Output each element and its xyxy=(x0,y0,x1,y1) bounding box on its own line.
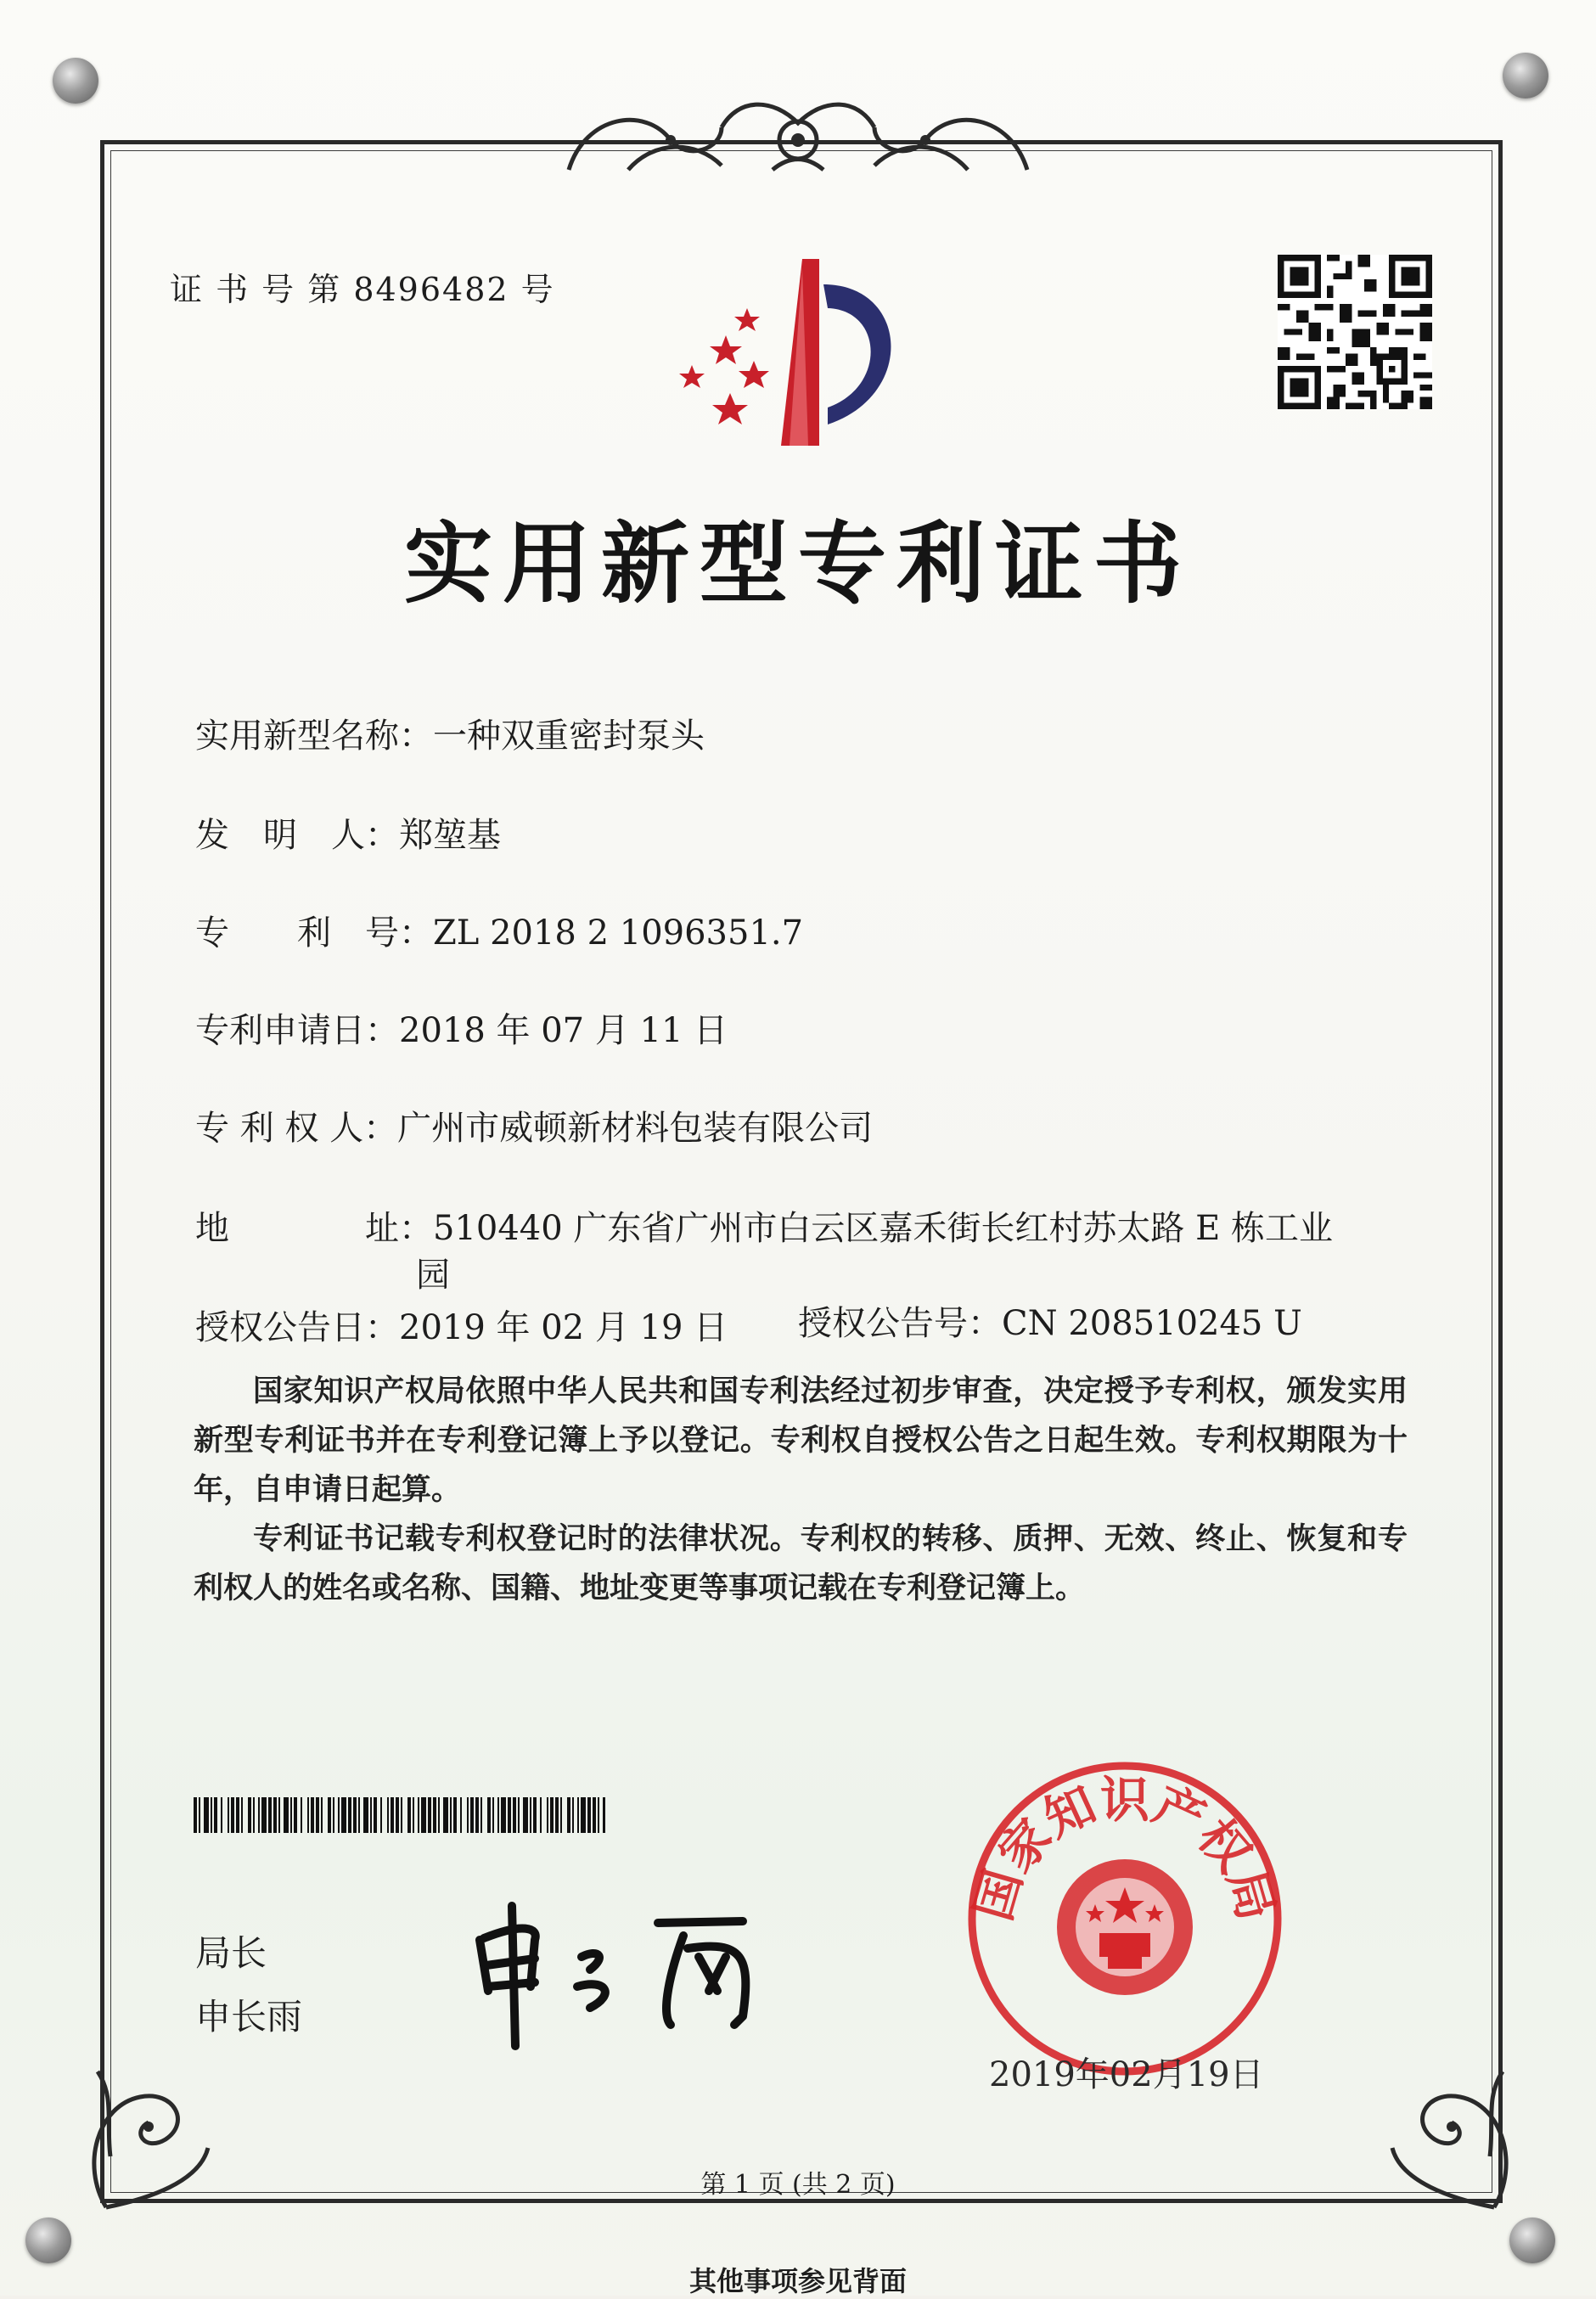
barcode-bar xyxy=(268,1797,272,1833)
field-address-continued: 园 xyxy=(416,1256,450,1295)
barcode-bar xyxy=(593,1797,596,1833)
barcode-bar xyxy=(387,1797,389,1833)
rivet-top-right xyxy=(1503,53,1548,98)
barcode-bar xyxy=(228,1797,229,1833)
barcode-bar xyxy=(530,1797,531,1833)
field-label: 地 址： xyxy=(195,1209,433,1248)
rivet-top-left xyxy=(53,58,98,104)
barcode-bar xyxy=(236,1797,239,1833)
barcode-bar xyxy=(453,1797,457,1833)
field-label: 实用新型名称： xyxy=(195,717,433,756)
seal-date: 2019年02月19日 xyxy=(989,2055,1264,2094)
body-paragraph: 国家知识产权局依照中华人民共和国专利法经过初步审查，决定授予专利权，颁发实用新型专利证书并在专利登记簿上予以登记。专利权自授权公告之日起生效。专利权期限为十年，自申请日起算。 xyxy=(194,1374,1408,1507)
barcode-bar xyxy=(577,1797,579,1833)
barcode-bar xyxy=(547,1797,548,1833)
barcode-bar xyxy=(311,1797,314,1833)
barcode-bar xyxy=(348,1797,351,1833)
barcode-bar xyxy=(550,1797,554,1833)
barcode-bar xyxy=(321,1797,323,1833)
barcode-bar xyxy=(487,1797,491,1833)
barcode xyxy=(194,1797,605,1833)
barcode-bar xyxy=(316,1797,319,1833)
director-title: 局长 xyxy=(195,1932,267,1974)
barcode-bar xyxy=(508,1797,511,1833)
field-label: 授权公告号： xyxy=(798,1304,1002,1343)
barcode-bar xyxy=(450,1797,452,1833)
body-paragraph: 专利证书记载专利权登记时的法律状况。专利权的转移、质押、无效、终止、恢复和专利权人的姓名或名称、国籍、地址变更等事项记载在专利登记簿上。 xyxy=(194,1521,1408,1605)
field-value: CN 208510245 U xyxy=(1002,1304,1302,1343)
barcode-bar xyxy=(253,1797,255,1833)
footer-note: 其他事项参见背面 xyxy=(688,2265,907,2297)
barcode-bar xyxy=(353,1797,357,1833)
page-indicator: 第 1 页 (共 2 页) xyxy=(700,2170,896,2200)
field-label: 发 明 人： xyxy=(195,816,399,855)
rivet-bottom-right xyxy=(1509,2217,1555,2263)
field-label: 专 利 权 人： xyxy=(195,1109,398,1148)
barcode-bar xyxy=(518,1797,520,1833)
barcode-bar xyxy=(470,1797,474,1833)
barcode-bar xyxy=(231,1797,234,1833)
barcode-bar xyxy=(428,1797,431,1833)
barcode-bar xyxy=(358,1797,360,1833)
barcode-bar xyxy=(211,1797,212,1833)
document-title: 实用新型专利证书 xyxy=(403,511,1192,616)
official-seal xyxy=(959,1753,1290,2084)
barcode-bar xyxy=(370,1797,372,1833)
barcode-bar xyxy=(204,1797,209,1833)
barcode-bar xyxy=(513,1797,516,1833)
barcode-bar xyxy=(221,1797,222,1833)
barcode-bar xyxy=(284,1797,289,1833)
barcode-bar xyxy=(338,1797,340,1833)
barcode-bar xyxy=(598,1797,599,1833)
field-value: 2019 年 02 月 19 日 xyxy=(399,1308,728,1347)
certificate-body xyxy=(194,1367,1408,1613)
barcode-bar xyxy=(533,1797,537,1833)
barcode-bar xyxy=(294,1797,297,1833)
barcode-bar xyxy=(443,1797,448,1833)
field-filing-date xyxy=(195,1003,728,1052)
barcode-bar xyxy=(396,1797,399,1833)
rivet-bottom-left xyxy=(25,2217,71,2263)
barcode-bar xyxy=(555,1797,559,1833)
barcode-bar xyxy=(501,1797,506,1833)
field-label: 专利申请日： xyxy=(195,1011,399,1050)
certificate-number: 证 书 号 第 8496482 号 xyxy=(170,271,555,308)
barcode-bar xyxy=(261,1797,267,1833)
field-label: 授权公告日： xyxy=(195,1308,399,1347)
barcode-bar xyxy=(475,1797,479,1833)
barcode-bar xyxy=(460,1797,462,1833)
field-value: 2018 年 07 月 11 日 xyxy=(399,1011,728,1050)
barcode-bar xyxy=(401,1797,402,1833)
barcode-bar xyxy=(273,1797,277,1833)
barcode-bar xyxy=(363,1797,368,1833)
barcode-bar xyxy=(258,1797,260,1833)
director-signature xyxy=(463,1889,819,2059)
barcode-bar xyxy=(560,1797,562,1833)
field-label: 专 利 号： xyxy=(195,913,433,953)
barcode-bar xyxy=(421,1797,426,1833)
top-ornament xyxy=(552,89,1044,183)
barcode-bar xyxy=(248,1797,251,1833)
field-value: 郑堃基 xyxy=(399,816,501,855)
field-value: 一种双重密封泵头 xyxy=(433,717,705,756)
field-grant-date xyxy=(195,1301,728,1349)
qr-code xyxy=(1278,255,1432,409)
field-patentee xyxy=(195,1101,873,1150)
barcode-bar xyxy=(290,1797,292,1833)
director-name: 申长雨 xyxy=(195,1996,303,2038)
field-value: ZL 2018 2 1096351.7 xyxy=(433,913,804,953)
barcode-bar xyxy=(301,1797,302,1833)
barcode-bar xyxy=(241,1797,243,1833)
barcode-bar xyxy=(467,1797,469,1833)
barcode-bar xyxy=(333,1797,334,1833)
field-value: 510440 广东省广州市白云区嘉禾街长红村苏太路 E 栋工业 xyxy=(433,1209,1334,1248)
barcode-bar xyxy=(581,1797,586,1833)
barcode-bar xyxy=(278,1797,280,1833)
barcode-bar xyxy=(603,1797,605,1833)
barcode-bar xyxy=(199,1797,200,1833)
barcode-bar xyxy=(492,1797,494,1833)
barcode-bar xyxy=(214,1797,217,1833)
field-patent-number xyxy=(195,906,803,954)
field-inventor xyxy=(195,808,501,857)
barcode-bar xyxy=(307,1797,309,1833)
barcode-bar xyxy=(497,1797,499,1833)
field-address xyxy=(195,1201,1333,1250)
barcode-bar xyxy=(418,1797,419,1833)
barcode-bar xyxy=(374,1797,377,1833)
barcode-bar xyxy=(194,1797,197,1833)
barcode-bar xyxy=(407,1797,411,1833)
barcode-bar xyxy=(587,1797,591,1833)
field-grant-publication-number xyxy=(798,1296,1302,1345)
barcode-bar xyxy=(523,1797,528,1833)
barcode-bar xyxy=(341,1797,346,1833)
barcode-bar xyxy=(567,1797,570,1833)
barcode-bar xyxy=(391,1797,394,1833)
barcode-bar xyxy=(380,1797,382,1833)
barcode-bar xyxy=(328,1797,331,1833)
field-value: 广州市威顿新材料包装有限公司 xyxy=(397,1109,874,1148)
barcode-bar xyxy=(413,1797,414,1833)
seal-text: 国家知识产权局 xyxy=(964,1771,1286,1927)
barcode-bar xyxy=(572,1797,574,1833)
field-utility-model-name xyxy=(195,709,705,757)
barcode-bar xyxy=(438,1797,440,1833)
cnipa-logo xyxy=(662,250,917,454)
barcode-bar xyxy=(433,1797,436,1833)
barcode-bar xyxy=(480,1797,482,1833)
barcode-bar xyxy=(540,1797,542,1833)
